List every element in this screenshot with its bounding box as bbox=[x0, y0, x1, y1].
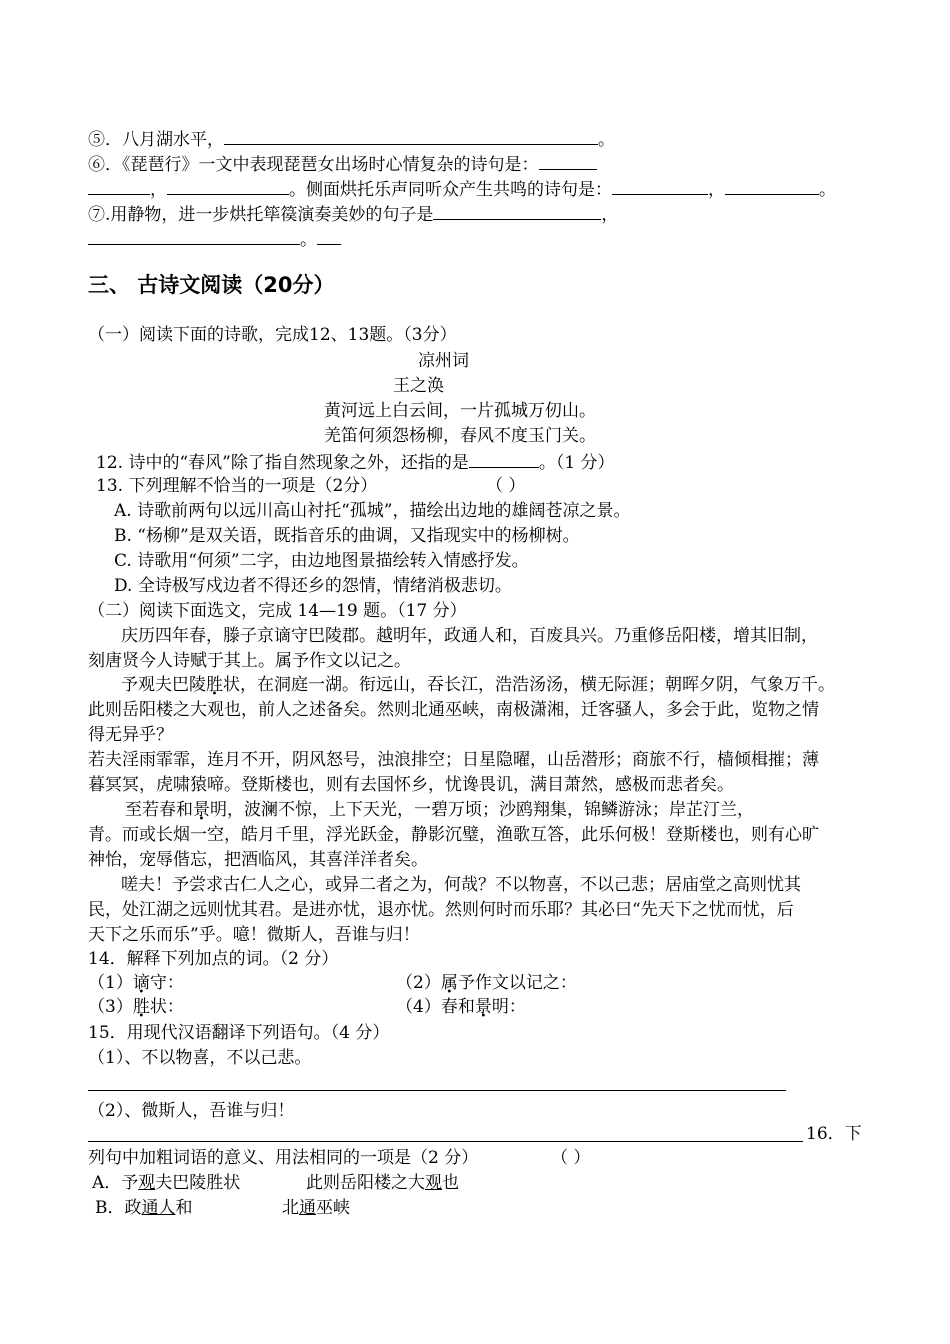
q15: 15．用现代汉语翻译下列语句。（4 分） bbox=[88, 1023, 390, 1043]
para5-line2: 民，处江湖之远则忧其君。是进亦忧，退亦忧。然则何时而乐耶？其必曰“先天下之忧而忧，后 bbox=[88, 900, 794, 920]
poem-title: 凉州词 bbox=[418, 351, 469, 371]
q15-item-1: （1）、不以物喜，不以己悲。 bbox=[88, 1048, 312, 1068]
q13-option-c: C. 诗歌用“何须”二字，由边地图景描绘转入情感抒发。 bbox=[114, 551, 529, 571]
para2-text-a: 予观夫巴陵 bbox=[121, 675, 206, 695]
part1-intro: （一）阅读下面的诗歌，完成12、13题。（3分） bbox=[88, 325, 457, 345]
q14-3-text: 状： bbox=[149, 997, 184, 1017]
q5-end: 。 bbox=[598, 130, 615, 150]
q14-item-2 bbox=[396, 972, 577, 994]
q5-blank[interactable] bbox=[224, 127, 598, 145]
q5-text: ⑤．八月湖水平， bbox=[88, 130, 224, 150]
underlined-word: 观 bbox=[138, 1173, 156, 1193]
para5-line3: 天下之乐而乐”乎。噫！微斯人，吾谁与归！ bbox=[88, 925, 420, 945]
q14-3-num: （3） bbox=[88, 997, 133, 1017]
q16-option-a-2 bbox=[306, 1172, 459, 1194]
section-title: 三、 古诗文阅读（20分） bbox=[88, 273, 335, 297]
q16-a-text: 夫巴陵胜状 bbox=[155, 1173, 241, 1193]
q14-item-1 bbox=[88, 972, 184, 994]
q6-blank-3[interactable] bbox=[612, 177, 708, 195]
q7-line-a bbox=[88, 202, 618, 226]
para3-line1: 若夫淫雨霏霏，连月不开，阴风怒号，浊浪排空；日星隐曜，山岳潜形；商旅不行，樯倾楫摧；薄 bbox=[88, 750, 819, 770]
para4-line3: 神怡，宠辱偕忘，把酒临风，其喜洋洋者矣。 bbox=[88, 850, 428, 870]
underlined-word: 通 bbox=[299, 1198, 316, 1218]
para2-line3: 得无异乎？ bbox=[88, 725, 173, 745]
dotted-word: 谪 bbox=[132, 973, 150, 993]
q7-comma: ， bbox=[601, 205, 619, 225]
underlined-word: 通人 bbox=[141, 1198, 176, 1218]
q6-blank-1a[interactable] bbox=[539, 152, 597, 170]
q15-answer-line-1[interactable] bbox=[88, 1090, 786, 1091]
poem-author: 王之涣 bbox=[393, 376, 444, 396]
q13-option-a: A. 诗歌前两句以远川高山衬托“孤城”，描绘出边地的雄阔苍凉之景。 bbox=[114, 501, 631, 521]
q15-item-2: （2）、微斯人，吾谁与归！ bbox=[88, 1101, 295, 1121]
q5-line bbox=[88, 127, 615, 151]
q14-4-text: 明： bbox=[491, 997, 526, 1017]
para1-line2: 刻唐贤今人诗赋于其上。属予作文以记之。 bbox=[88, 651, 411, 671]
para4-text-b: 明，波澜不惊，上下天光，一碧万顷；沙鸥翔集，锦鳞游泳；岸芷汀兰， bbox=[210, 800, 754, 820]
q14-4-num: （4）春和 bbox=[396, 997, 475, 1017]
q16-a2-text: 此则岳阳楼之大 bbox=[306, 1173, 425, 1193]
poem-line-2: 羌笛何须怨杨柳，春风不度玉门关。 bbox=[324, 426, 596, 446]
q12-text: 12. 诗中的“春风”除了指自然现象之外，还指的是 bbox=[96, 453, 469, 473]
q7-blank-1[interactable] bbox=[433, 202, 601, 220]
q16-b-label: B．政 bbox=[95, 1198, 142, 1218]
q16-option-a bbox=[92, 1172, 240, 1194]
para2-line1 bbox=[121, 674, 835, 696]
q14-item-4 bbox=[396, 996, 526, 1018]
q14-2-text: 予作文以记之： bbox=[457, 973, 577, 993]
q6-blank-2[interactable] bbox=[167, 177, 289, 195]
q14-1-num: （1） bbox=[88, 973, 133, 993]
q14-2-num: （2） bbox=[396, 973, 441, 993]
q7-end: 。 bbox=[300, 230, 317, 250]
q6-blank-1b[interactable] bbox=[88, 177, 150, 195]
para4-line2: 青。而或长烟一空，皓月千里，浮光跃金，静影沉璧，渔歌互答，此乐何极！登斯楼也，则有心旷 bbox=[88, 825, 819, 845]
q16-b2-text: 北 bbox=[282, 1198, 299, 1218]
dotted-word: 景 bbox=[474, 997, 492, 1017]
q16: 列句中加粗词语的意义、用法相同的一项是（2 分） bbox=[88, 1148, 479, 1168]
para4-line1 bbox=[125, 799, 754, 821]
q16-number: 16．下 bbox=[806, 1124, 862, 1144]
underlined-word: 观 bbox=[425, 1173, 442, 1193]
q7-blank-2[interactable] bbox=[88, 227, 300, 245]
q14: 14．解释下列加点的词。（2 分） bbox=[88, 949, 339, 969]
dotted-word: 景 bbox=[193, 800, 210, 820]
q6-text-b: 。侧面烘托乐声同听众产生共鸣的诗句是： bbox=[289, 180, 612, 200]
q13-option-d: D. 全诗极写戍边者不得还乡的怨情，情绪消极悲切。 bbox=[114, 576, 512, 596]
para3-line2: 暮冥冥，虎啸猿啼。登斯楼也，则有去国怀乡，忧谗畏讥，满目萧然，感极而悲者矣。 bbox=[88, 775, 734, 795]
q16-b-text: 和 bbox=[175, 1198, 193, 1218]
q13: 13. 下列理解不恰当的一项是（2分） bbox=[96, 476, 378, 496]
q12-blank[interactable] bbox=[469, 450, 539, 468]
q16-option-b bbox=[95, 1197, 193, 1219]
part2-intro: （二）阅读下面选文，完成 14—19 题。（17 分） bbox=[88, 601, 467, 621]
para2-text-b: 状，在洞庭一湖。衔远山，吞长江，浩浩汤汤，横无际涯；朝晖夕阴，气象万千。 bbox=[223, 675, 835, 695]
dotted-word: 胜 bbox=[206, 675, 223, 695]
q6-comma-2: ， bbox=[708, 180, 725, 200]
q13-option-b: B. “杨柳”是双关语，既指音乐的曲调，又指现实中的杨柳树。 bbox=[114, 526, 580, 546]
q12 bbox=[96, 450, 615, 474]
q16-answer-paren[interactable]: （ ） bbox=[551, 1148, 591, 1168]
dotted-word: 属 bbox=[440, 973, 458, 993]
q12-points: 。（1 分） bbox=[538, 453, 615, 473]
q7-blank-tail bbox=[317, 227, 341, 245]
q6-line-b bbox=[88, 177, 836, 201]
para4-text-a: 至若春和 bbox=[125, 800, 193, 820]
q16-b2-end: 巫峡 bbox=[316, 1198, 350, 1218]
para1-line1: 庆历四年春，滕子京谪守巴陵郡。越明年，政通人和，百废具兴。乃重修岳阳楼，增其旧制， bbox=[121, 626, 818, 646]
poem-line-1: 黄河远上白云间，一片孤城万仞山。 bbox=[324, 401, 596, 421]
q14-item-3 bbox=[88, 996, 184, 1018]
q7-line-b bbox=[88, 227, 341, 251]
q7-text: ⑦.用静物，进一步烘托筚篌演奏美妙的句子是 bbox=[88, 205, 434, 225]
q16-a2-end: 也 bbox=[442, 1173, 459, 1193]
q16-a-label: A．予 bbox=[92, 1173, 139, 1193]
q15-answer-line-2[interactable] bbox=[88, 1141, 803, 1142]
q16-option-b-2 bbox=[282, 1197, 350, 1219]
para2-line2: 此则岳阳楼之大观也，前人之述备矣。然则北通巫峡，南极潇湘，迁客骚人，多会于此，览物之情 bbox=[88, 700, 819, 720]
q14-1-text: 守： bbox=[149, 973, 184, 993]
dotted-word: 胜 bbox=[132, 997, 150, 1017]
para5-line1: 嗟夫！予尝求古仁人之心，或异二者之为，何哉？不以物喜，不以己悲；居庙堂之高则忧其 bbox=[121, 875, 801, 895]
q6-end: 。 bbox=[819, 180, 836, 200]
q6-comma: ， bbox=[150, 180, 167, 200]
q6-line-a bbox=[88, 152, 597, 176]
q13-answer-paren[interactable]: （ ） bbox=[486, 476, 526, 496]
q6-blank-4[interactable] bbox=[725, 177, 819, 195]
q6-text-a: ⑥．《琵琶行》一文中表现琵琶女出场时心情复杂的诗句是： bbox=[88, 155, 539, 175]
